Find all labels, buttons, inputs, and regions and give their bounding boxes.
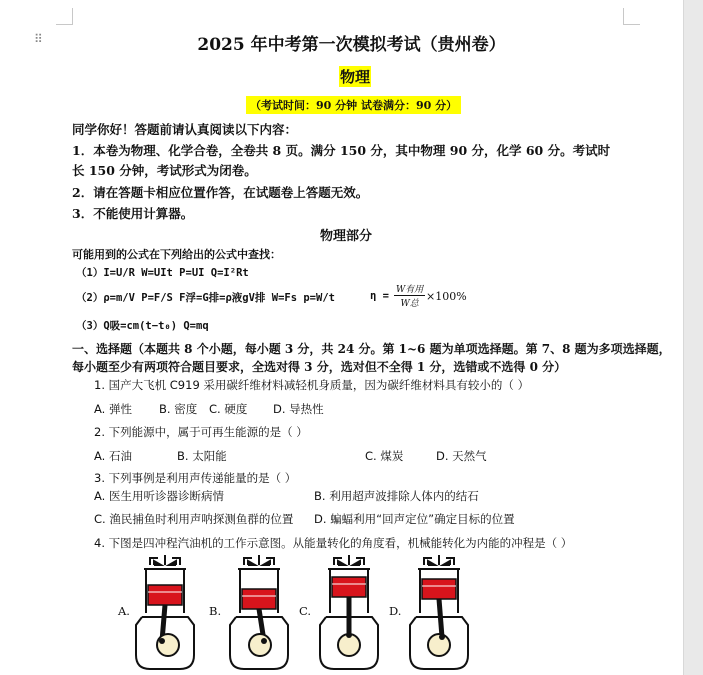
fraction-numerator: W有用 bbox=[394, 282, 425, 296]
note-3: 3．不能使用计算器。 bbox=[72, 206, 194, 221]
formula-line-3: （3）Q吸=cm(t−t₀) Q=mq bbox=[76, 320, 209, 332]
engine-d-label: D. bbox=[389, 604, 402, 618]
question-3-option-b: B. 利用超声波排除人体内的结石 bbox=[314, 489, 479, 503]
question-1-option-a: A. 弹性 bbox=[94, 402, 132, 416]
question-2-option-b: B. 太阳能 bbox=[177, 449, 227, 463]
formula-intro: 可能用到的公式在下列给出的公式中查找： bbox=[72, 248, 281, 261]
crop-mark-top-left bbox=[56, 8, 73, 25]
question-3-stem: 3. 下列事例是利用声传递能量的是（ ） bbox=[94, 471, 297, 485]
engine-a-diagram bbox=[132, 555, 198, 671]
engine-c-label: C. bbox=[299, 604, 312, 618]
question-2-stem: 2. 下列能源中，属于可再生能源的是（ ） bbox=[94, 425, 308, 439]
question-1-stem: 1. 国产大飞机 C919 采用碳纤维材料减轻机身质量，因为碳纤维材料具有较小的（ ） bbox=[94, 378, 530, 392]
formula-line-1: （1）I=U/R W=UIt P=UI Q=I²Rt bbox=[76, 267, 249, 279]
question-3-option-c: C. 渔民捕鱼时利用声呐探测鱼群的位置 bbox=[94, 512, 294, 526]
engine-b-label: B. bbox=[209, 604, 222, 618]
question-2-option-c: C. 煤炭 bbox=[365, 449, 404, 463]
engine-b-diagram bbox=[226, 555, 292, 671]
note-1-continued: 长 150 分钟，考试形式为闭卷。 bbox=[72, 163, 257, 178]
mc-heading-line-2: 每小题至少有两项符合题目要求，全选对得 3 分，选对但不全得 1 分，选错或不选得 0 分） bbox=[72, 360, 567, 374]
mc-heading-line-1: 一、选择题（本题共 8 个小题，每小题 3 分，共 24 分。第 1~6 题为单项选择题。第 7、8 题为多项选择题， bbox=[72, 342, 671, 356]
engine-d-diagram bbox=[406, 555, 472, 671]
efficiency-fraction bbox=[394, 282, 425, 309]
note-2: 2．请在答题卡相应位置作答，在试题卷上答题无效。 bbox=[72, 185, 369, 200]
question-1-option-c: C. 硬度 bbox=[209, 402, 248, 416]
subject-label: 物理 bbox=[340, 68, 371, 86]
question-1-option-d: D. 导热性 bbox=[273, 402, 324, 416]
formula-line-2: （2）ρ=m/V P=F/S F浮=G排=ρ液gV排 W=Fs p=W/t bbox=[76, 292, 335, 304]
question-4-stem: 4. 下图是四冲程汽油机的工作示意图。从能量转化的角度看，机械能转化为内能的冲程是（ ） bbox=[94, 536, 573, 550]
fraction-denominator: W总 bbox=[400, 299, 419, 309]
question-3-option-d: D. 蝙蝠利用“回声定位”确定目标的位置 bbox=[314, 512, 515, 526]
question-2-option-a: A. 石油 bbox=[94, 449, 132, 463]
page-right-margin bbox=[683, 0, 703, 675]
drag-handle-icon[interactable]: ⠿ bbox=[34, 32, 44, 46]
greeting: 同学你好！答题前请认真阅读以下内容： bbox=[72, 122, 298, 137]
percent-factor: ×100% bbox=[426, 290, 467, 303]
section-title: 物理部分 bbox=[320, 229, 373, 244]
question-3-option-a: A. 医生用听诊器诊断病情 bbox=[94, 489, 224, 503]
engine-c-diagram bbox=[316, 555, 382, 671]
efficiency-symbol: η = bbox=[370, 290, 389, 302]
question-1-option-b: B. 密度 bbox=[159, 402, 198, 416]
question-2-option-d: D. 天然气 bbox=[436, 449, 487, 463]
document-title: 2025 年中考第一次模拟考试（贵州卷） bbox=[197, 35, 506, 55]
crop-mark-top-right bbox=[623, 8, 640, 25]
exam-info: （考试时间：90 分钟 试卷满分：90 分） bbox=[246, 96, 461, 114]
engine-a-label: A. bbox=[118, 604, 130, 618]
note-1: 1．本卷为物理、化学合卷，全卷共 8 页。满分 150 分，其中物理 90 分，化学 60 分。考试时 bbox=[72, 143, 611, 158]
